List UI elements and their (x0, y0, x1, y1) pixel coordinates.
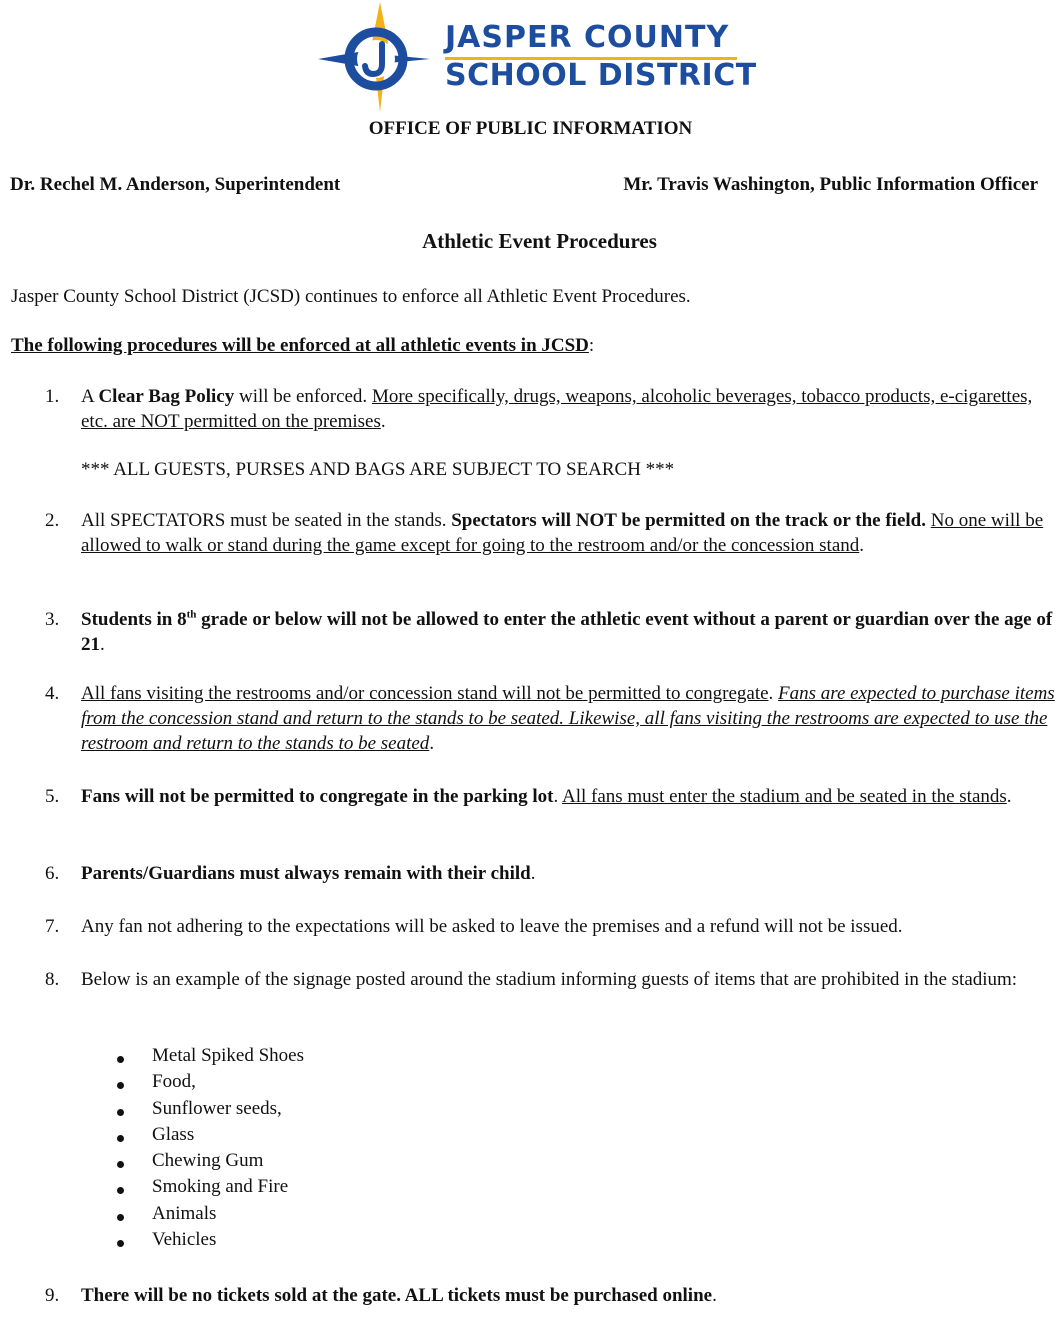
item-text: Below is an example of the signage posted around the stadium informing guests of items that are prohibited in the stadium: (81, 969, 1018, 990)
item-number: 2. (45, 510, 60, 531)
item-5-underlined: All fans must enter the stadium and be seated in the stands (561, 786, 1007, 807)
item-1-prefix: A (81, 386, 99, 407)
procedure-item (0, 681, 1061, 756)
list-item (0, 1176, 500, 1202)
item-text (81, 1283, 1061, 1308)
list-item (0, 1124, 500, 1150)
list-item-text: Food, (152, 1071, 196, 1093)
item-number: 9. (45, 1285, 60, 1306)
item-number: 7. (45, 916, 60, 937)
item-number: 1. (45, 386, 60, 407)
bullet-icon (117, 1161, 124, 1168)
list-item-text: Vehicles (152, 1229, 217, 1251)
bullet-icon (117, 1135, 124, 1142)
item-number: 6. (45, 863, 60, 884)
item-text (81, 784, 1061, 809)
item-2-underlined: No one will be allowed to walk or stand during the game except for going to the restroom and/or the concession stand (81, 510, 1044, 556)
logo-line-1: JASPER COUNTY (445, 20, 730, 55)
item-5-bold: Fans will not be permitted to congregate in the parking lot (81, 786, 554, 807)
document-title: Athletic Event Procedures (422, 229, 657, 253)
list-item (0, 1098, 500, 1124)
item-4-end: . (429, 733, 435, 754)
list-item (0, 1071, 500, 1097)
list-item (0, 1045, 500, 1071)
item-text (81, 681, 1061, 756)
item-1-underlined: More specifically, drugs, weapons, alcoholic beverages, tobacco products, e-cigarettes, etc. are NOT permitted on the premises (81, 386, 1033, 432)
list-item-text: Metal Spiked Shoes (152, 1045, 304, 1066)
item-3-bold-a: Students in 8 (81, 609, 187, 630)
item-number: 5. (45, 786, 60, 807)
procedures-heading-text: The following procedures will be enforced at all athletic events in JCSD (11, 335, 589, 356)
procedure-item (0, 914, 1061, 939)
procedure-item (0, 861, 1061, 886)
bullet-icon (117, 1056, 124, 1063)
list-item-text: Chewing Gum (152, 1150, 264, 1172)
item-1-bold: Clear Bag Policy (98, 386, 235, 407)
logo-line-2: SCHOOL DISTRICT (445, 58, 757, 93)
item-2-end: . (859, 535, 865, 556)
item-4-underlined: All fans visiting the restrooms and/or concession stand will not be permitted to congregate (81, 683, 769, 704)
item-text (81, 861, 1061, 886)
item-number: 3. (45, 609, 60, 630)
procedure-item (0, 508, 1061, 583)
item-number: 8. (45, 969, 60, 990)
list-item (0, 1203, 500, 1229)
item-1-end: . (380, 411, 386, 432)
item-1-middle: will be enforced. (234, 386, 372, 407)
item-3-bold-b: grade or below will not be allowed to enter the athletic event without a parent or guardian over the age of 21 (81, 609, 1053, 655)
procedure-item (0, 784, 1061, 834)
intro-paragraph: Jasper County School District (JCSD) continues to enforce all Athletic Event Procedures. (11, 286, 691, 307)
item-2-bold: Spectators will NOT be permitted on the track or the field. (451, 510, 926, 531)
procedure-item (0, 967, 1061, 1017)
item-4-middle: . (768, 683, 779, 704)
item-9-bold: There will be no tickets sold at the gate. ALL tickets must be purchased online (81, 1285, 713, 1306)
item-3-superscript: th (186, 608, 197, 621)
search-notice: *** ALL GUESTS, PURSES AND BAGS ARE SUBJECT TO SEARCH *** (81, 459, 675, 480)
procedure-item (0, 607, 1061, 657)
item-text (81, 508, 1061, 558)
item-3-end: . (100, 634, 105, 655)
office-heading: OFFICE OF PUBLIC INFORMATION (368, 118, 693, 139)
list-item-text: Glass (152, 1123, 195, 1145)
item-4-italic-underlined: Fans are expected to purchase items from the concession stand and return to the stands to be seated. Likewise, all fans visiting the restrooms are expected to use the restroom and return to the stands to be seated (81, 683, 1055, 754)
bullet-icon (117, 1214, 124, 1221)
list-item-text: Smoking and Fire (152, 1176, 289, 1198)
item-6-end: . (530, 863, 536, 884)
item-9-end: . (712, 1285, 717, 1306)
bullet-icon (117, 1109, 124, 1116)
superintendent-name: Dr. Rechel M. Anderson, Superintendent (10, 174, 341, 195)
item-text (81, 607, 1061, 657)
list-item-text: Animals (152, 1202, 217, 1224)
bullet-icon (117, 1187, 124, 1194)
bullet-icon (117, 1082, 124, 1089)
item-5-middle: . (553, 786, 562, 807)
item-2-plain: All SPECTATORS must be seated in the stands. (81, 510, 452, 531)
list-item (0, 1229, 500, 1255)
item-text (81, 384, 1061, 434)
procedure-item (0, 1283, 1061, 1308)
pio-name: Mr. Travis Washington, Public Information Officer (623, 174, 1038, 195)
list-item (0, 1150, 500, 1176)
item-number: 4. (45, 683, 60, 704)
compass-star-j-icon (318, 2, 448, 114)
item-text: Any fan not adhering to the expectations will be asked to leave the premises and a refund will not be issued. (81, 916, 903, 937)
prohibited-items-list (0, 1045, 500, 1255)
bullet-icon (117, 1240, 124, 1247)
procedures-heading (11, 335, 594, 357)
procedures-heading-colon: : (588, 335, 595, 356)
item-6-bold: Parents/Guardians must always remain with their child (81, 863, 531, 884)
list-item-text: Sunflower seeds, (152, 1097, 282, 1119)
procedure-item (0, 384, 1061, 434)
item-5-end: . (1006, 786, 1012, 807)
